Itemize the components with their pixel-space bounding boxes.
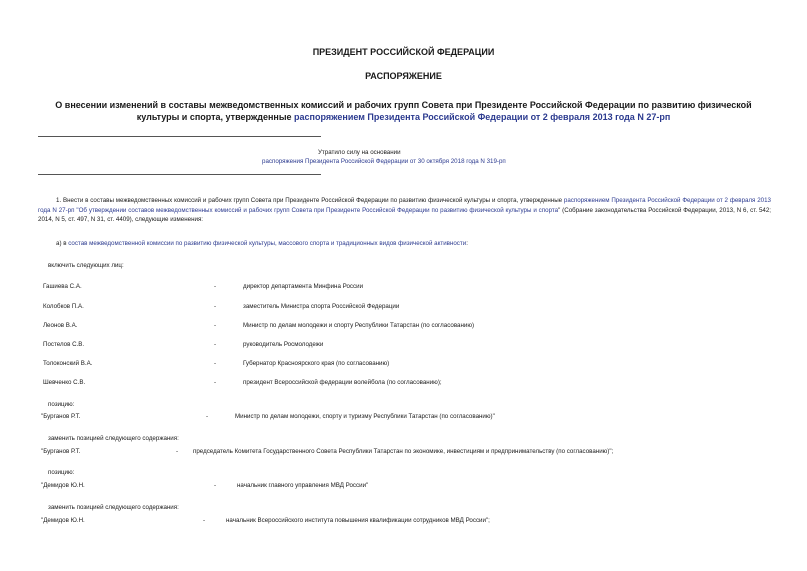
status-label: Утратило силу на основании — [318, 149, 401, 156]
position-1-dash: - — [206, 413, 209, 420]
position-label-2: позицию: — [48, 469, 75, 476]
position-label-1: позицию: — [48, 401, 75, 408]
divider-top — [38, 136, 321, 137]
member-name: Шевченко С.В. — [43, 379, 86, 386]
member-dash: - — [214, 341, 217, 348]
member-role: президент Всероссийской федерации волейбола (по согласованию); — [243, 379, 442, 386]
position-1-name: "Бурганов Р.Т. — [41, 413, 81, 420]
member-dash: - — [214, 360, 217, 367]
issuer-heading: ПРЕЗИДЕНТ РОССИЙСКОЙ ФЕДЕРАЦИИ — [312, 47, 495, 57]
member-name: Постелов С.В. — [43, 341, 85, 348]
item-a — [56, 240, 468, 247]
member-role: заместитель Министра спорта Российской Федерации — [243, 303, 400, 310]
document-title — [0, 99, 807, 123]
replacement-2-role: начальник Всероссийского института повышения квалификации сотрудников МВД России"; — [226, 517, 490, 524]
replacement-1-dash: - — [176, 448, 179, 455]
p1-text-a: 1. Внести в составы межведомственных комиссий и рабочих групп Совета при Президенте Российской Федерации по развитию физической культуры и спорта, утвержденные — [56, 197, 564, 204]
paragraph-1 — [38, 196, 771, 225]
title-line-1: О внесении изменений в составы межведомственных комиссий и рабочих групп Совета при Президенте Российской Федерации по развитию физической — [55, 100, 752, 110]
member-name: Толоконский В.А. — [43, 360, 93, 367]
p1-link-1[interactable]: распоряжением Президента Российской Федерации от 2 февраля 2013 года N 27-рп — [38, 197, 771, 214]
member-name: Леонов В.А. — [43, 322, 78, 329]
member-name: Колобков П.А. — [43, 303, 84, 310]
member-dash: - — [214, 379, 217, 386]
commission-link[interactable]: состав межведомственной комиссии по развитию физической культуры, массового спорта и традиционных видов физической активности — [68, 240, 467, 247]
replace-label-2: заменить позицией следующего содержания: — [48, 504, 179, 511]
position-1-role: Министр по делам молодежи, спорту и туризму Республики Татарстан (по согласованию)" — [235, 413, 495, 420]
divider-bottom — [38, 174, 321, 175]
title-line-2-text: культуры и спорта, утвержденные — [136, 112, 295, 122]
position-2-dash: - — [214, 482, 217, 489]
replacement-1-name: "Бурганов Р.Т. — [41, 448, 81, 455]
member-name: Гашиева С.А. — [43, 283, 82, 290]
replacement-1-role: председатель Комитета Государственного Совета Республики Татарстан по экономике, инвестициям и предпринимательству (по согласованию)"; — [193, 448, 614, 455]
p1-link-2[interactable]: "Об утверждении составов межведомственных комиссий и рабочих групп Совета при Президенте Российской Федерации по развитию физической культуры и спорта — [74, 206, 559, 214]
item-a-prefix: а) в — [56, 240, 69, 247]
position-2-name: "Демидов Ю.Н. — [41, 482, 85, 489]
title-line-2 — [0, 111, 807, 123]
item-a-suffix: : — [466, 240, 468, 247]
include-label: включить следующих лиц: — [48, 262, 124, 269]
replace-label-1: заменить позицией следующего содержания: — [48, 435, 179, 442]
base-document-link[interactable]: распоряжением Президента Российской Федерации от 2 февраля 2013 года N 27-рп — [294, 112, 671, 122]
member-dash: - — [214, 322, 217, 329]
document-type: РАСПОРЯЖЕНИЕ — [365, 71, 442, 81]
member-role: директор департамента Минфина России — [243, 283, 364, 290]
replacement-2-name: "Демидов Ю.Н. — [41, 517, 85, 524]
member-dash: - — [214, 303, 217, 310]
member-role: Губернатор Красноярского края (по согласованию) — [243, 360, 390, 367]
member-role: руководитель Росмолодежи — [243, 341, 324, 348]
repeal-document-link[interactable]: распоряжения Президента Российской Федерации от 30 октября 2018 года N 319-рп — [262, 158, 506, 165]
replacement-2-dash: - — [203, 517, 206, 524]
p1-text-c: " (Собрание законодательства Российской Федерации, 2013, N 6, ст. 542; 2014, N 5, ст. 497, N 31, ст. 4409), следующие изменения: — [38, 206, 772, 223]
position-2-role: начальник главного управления МВД России" — [237, 482, 369, 489]
member-role: Министр по делам молодежи и спорту Республики Татарстан (по согласованию) — [243, 322, 475, 329]
member-dash: - — [214, 283, 217, 290]
